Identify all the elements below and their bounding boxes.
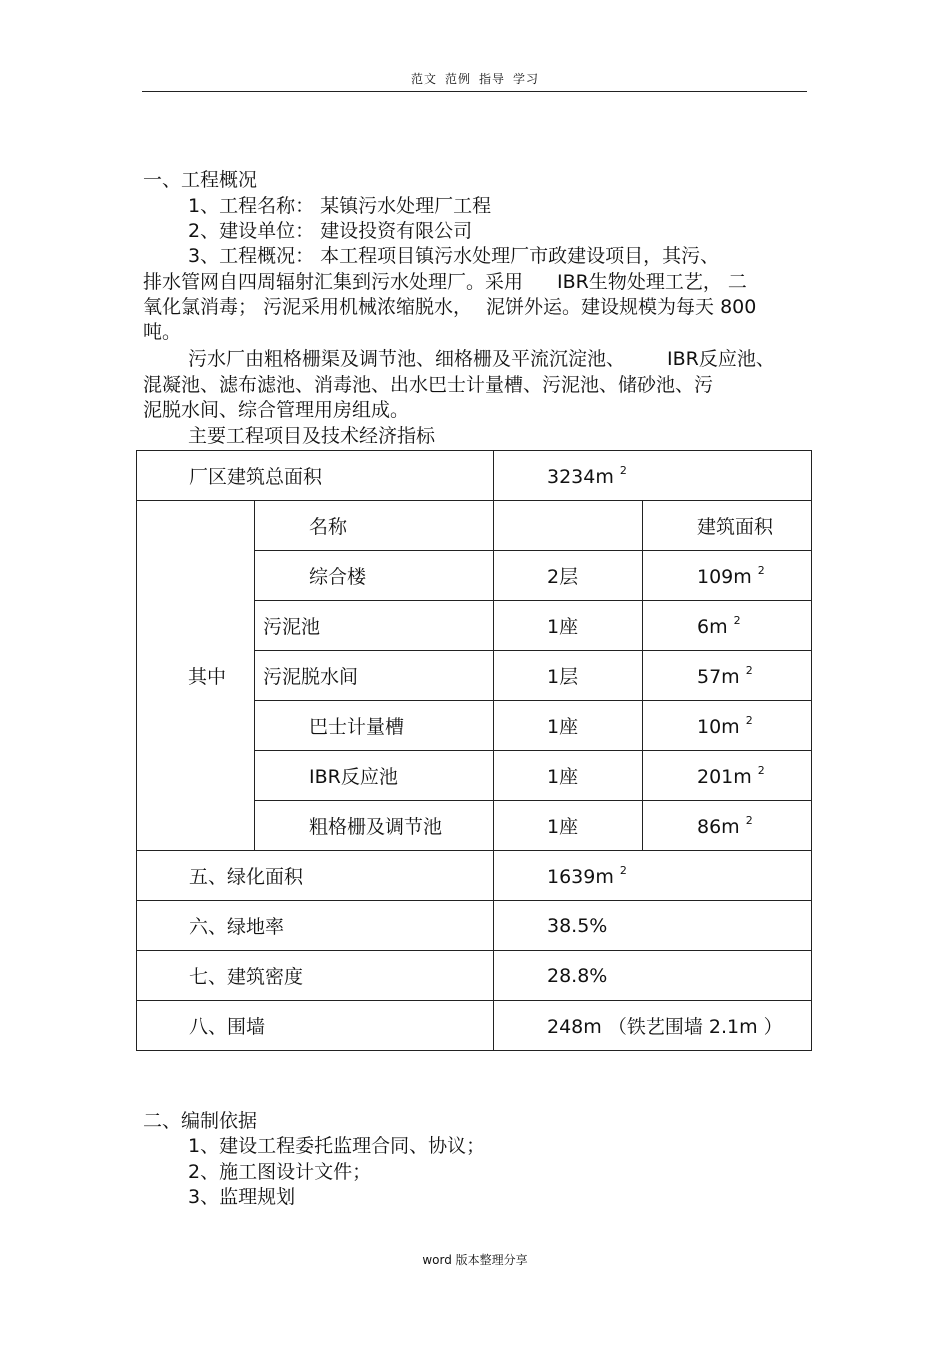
wall-value: 248m （铁艺围墙 2.1m ） [494, 1001, 812, 1051]
builder-line: 2、建设单位： 建设投资有限公司 [188, 220, 473, 242]
composition-text-2: 混凝池、滤布滤池、消毒池、出水巴士计量槽、污泥池、储砂池、污 [143, 374, 714, 396]
head-name: 名称 [255, 501, 494, 551]
composition-text-3: 泥脱水间、综合管理用房组成。 [143, 399, 410, 421]
table-row [137, 1001, 812, 1051]
row-area: 86m $^2$ [643, 801, 812, 851]
header-rule [142, 91, 807, 92]
table-row [137, 901, 812, 951]
table-caption: 主要工程项目及技术经济指标 [188, 425, 436, 447]
row-name: 污泥池 [255, 601, 494, 651]
header-item: 学习 [513, 72, 540, 86]
basis-item: 2、施工图设计文件； [188, 1161, 372, 1183]
total-area-value: 3234m $^2$ [494, 451, 812, 501]
density-value: 28.8% [494, 951, 812, 1001]
page-footer: word 版本整理分享 [422, 1253, 528, 1267]
row-qty: 1层 [494, 651, 643, 701]
section2-heading: 二、编制依据 [143, 1110, 258, 1132]
header-item: 范例 [444, 72, 471, 86]
row-qty: 1座 [494, 701, 643, 751]
green-rate-label: 六、绿地率 [137, 901, 494, 951]
row-qty: 1座 [494, 801, 643, 851]
basis-item: 1、建设工程委托监理合同、协议； [188, 1135, 486, 1157]
head-empty [494, 501, 643, 551]
composition-text-1: 污水厂由粗格栅渠及调节池、细格栅及平流沉淀池、 IBR反应池、 [188, 348, 775, 370]
table-row [137, 851, 812, 901]
header-item: 指导 [479, 72, 506, 86]
qizhong-label: 其中 [137, 501, 255, 851]
green-rate-value: 38.5% [494, 901, 812, 951]
row-area: 201m $^2$ [643, 751, 812, 801]
row-area: 109m $^2$ [643, 551, 812, 601]
green-area-label: 五、绿化面积 [137, 851, 494, 901]
table-row [137, 451, 812, 501]
head-area: 建筑面积 [643, 501, 812, 551]
page-header [0, 70, 950, 87]
row-area: 6m $^2$ [643, 601, 812, 651]
green-area-value: 1639m $^2$ [494, 851, 812, 901]
row-name: 粗格栅及调节池 [255, 801, 494, 851]
total-area-label: 厂区建筑总面积 [137, 451, 494, 501]
row-name: 污泥脱水间 [255, 651, 494, 701]
density-label: 七、建筑密度 [137, 951, 494, 1001]
row-area: 57m $^2$ [643, 651, 812, 701]
table-row [137, 501, 812, 551]
row-area: 10m $^2$ [643, 701, 812, 751]
header-item: 范文 [410, 72, 437, 86]
row-name: 巴士计量槽 [255, 701, 494, 751]
indicators-table [136, 450, 812, 1051]
row-name: 综合楼 [255, 551, 494, 601]
project-name-line: 1、工程名称： 某镇污水处理厂工程 [188, 195, 492, 217]
row-name: IBR反应池 [255, 751, 494, 801]
overview-line: 3、工程概况： 本工程项目镇污水处理厂市政建设项目，其污、 [188, 245, 720, 267]
table-row [137, 951, 812, 1001]
overview-text-4: 吨。 [143, 321, 182, 343]
overview-text-3: 氧化氯消毒； 污泥采用机械浓缩脱水， 泥饼外运。建设规模为每天 800 [143, 296, 757, 318]
section1-heading: 一、工程概况 [143, 169, 258, 191]
overview-text-2: 排水管网自四周辐射汇集到污水处理厂。采用 IBR生物处理工艺， 二 [143, 271, 747, 293]
row-qty: 1座 [494, 601, 643, 651]
row-qty: 2层 [494, 551, 643, 601]
row-qty: 1座 [494, 751, 643, 801]
wall-label: 八、围墙 [137, 1001, 494, 1051]
basis-item: 3、监理规划 [188, 1186, 296, 1208]
